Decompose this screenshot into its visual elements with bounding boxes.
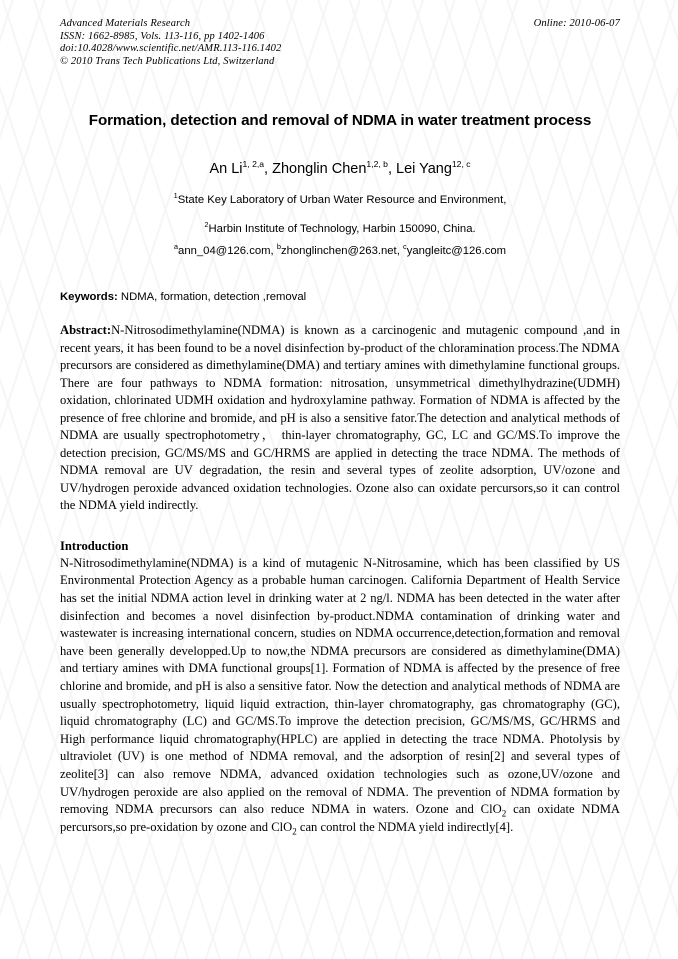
author-name-1: An Li — [209, 161, 243, 178]
email-marker-a: a — [173, 242, 179, 252]
author-affiliation-marker-3: 12, c — [451, 159, 471, 170]
author-separator-1: , — [264, 161, 273, 178]
abstract-paragraph — [60, 322, 620, 515]
clo2-subscript-2: 2 — [292, 826, 297, 837]
introduction-text-part-2: can oxidate NDMA percursors,so pre-oxidation by ozone and ClO — [60, 802, 620, 834]
affiliation-text-2: Harbin Institute of Technology, Harbin 150090, China. — [208, 223, 476, 236]
email-address-b[interactable]: zhonglinchen@263.net, — [280, 245, 400, 258]
affiliation-block — [60, 191, 620, 258]
author-list — [60, 161, 620, 177]
journal-issn: ISSN: 1662-8985, Vols. 113-116, pp 1402-1406 — [60, 30, 265, 42]
journal-name: Advanced Materials Research — [60, 18, 191, 29]
email-marker-c: c — [402, 242, 407, 252]
affiliation-marker-2: 2 — [204, 220, 209, 230]
keywords-value: NDMA, formation, detection ,removal — [117, 291, 307, 304]
affiliation-text-1: State Key Laboratory of Urban Water Resource and Environment, — [177, 194, 507, 207]
keywords-line — [60, 291, 620, 303]
author-emails — [60, 242, 620, 258]
section-heading-introduction: Introduction — [60, 538, 129, 553]
author-separator-2: , — [387, 161, 396, 178]
page-title: Formation, detection and removal of NDMA in water treatment process — [88, 112, 592, 130]
abstract-label: Abstract: — [60, 323, 112, 338]
email-marker-b: b — [276, 242, 281, 252]
author-affiliation-marker-1: 1, 2,a — [242, 159, 265, 170]
online-date: Online: 2010-06-07 — [533, 18, 620, 29]
journal-copyright: © 2010 Trans Tech Publications Ltd, Switzerland — [60, 55, 275, 67]
affiliation-1 — [60, 191, 620, 207]
keywords-label: Keywords: — [60, 291, 118, 304]
introduction-text-part-3: can control the NDMA yield indirectly[4]. — [296, 819, 514, 834]
email-address-c[interactable]: yangleitc@126.com — [406, 245, 507, 258]
introduction-paragraph — [60, 555, 620, 837]
abstract-text: N-Nitrosodimethylamine(NDMA) is known as a carcinogenic and mutagenic compound ,and in recent years, it has been found to be a novel disinfection by-product of the chloramination process.The NDMA precursors are considered as dimethylamine(DMA) and tertiary amines with dimethylamine functional groups. There are four pathways to NDMA formation: nitrosation, unsymmetrical dimethylhydrazine(UDMH) oxidation, chlorinated UDMH oxidation and hydroxylamine pathway. Formation of NDMA is affected by the presence of free chlorine and bromide, and pH is also a sensitive fator.The detection and analytical methods of NDMA are usually spectrophotometry， thin-layer chromatography, GC, LC and GC/MS.To improve the detection precision, GC/MS/MS and GC/HRMS are applied in detecting the trace NDMA. The methods of NDMA removal are UV degradation, the resin and several types of zeolite adsorption, UV/ozone and UV/hydrogen peroxide advanced oxidation technologies. Ozone also can oxidate percursors,so it can control the NDMA yield indirectly. — [60, 323, 620, 513]
affiliation-2 — [60, 220, 620, 236]
affiliation-marker-1: 1 — [173, 191, 178, 201]
email-address-a[interactable]: ann_04@126.com, — [178, 245, 274, 258]
clo2-subscript-1: 2 — [501, 808, 507, 819]
author-name-3: Lei Yang — [396, 161, 452, 178]
journal-doi: doi:10.4028/www.scientific.net/AMR.113-116.1402 — [60, 43, 282, 55]
author-affiliation-marker-2: 1,2, b — [366, 159, 388, 170]
author-name-2: Zhonglin Chen — [272, 161, 367, 178]
introduction-text-part-1: N-Nitrosodimethylamine(NDMA) is a kind of mutagenic N-Nitrosamine, which has been classified by US Environmental Protection Agency as a probable human carcinogen. California Department of Health Service has set the initial NDMA action level in drinking water at 2 ng/l. NDMA has been detected in the water after disinfection and becomes a novel disinfection by-product.NDMA contamination of drinking water and wastewater is increasing international concern, studies on NDMA occurrence,detection,formation and removal have been generally developped.Up to now,the NDMA precursors are considered as dimethylamine(DMA) and tertiary amines with DMA functional groups[1]. Formation of NDMA is affected by the presence of free chlorine and bromide, and pH is also a sensitive fator. Now the detection and analytical methods of NDMA are usually spectrophotometry, liquid liquid extraction, thin-layer chromatography, gas chromatography (GC), liquid chromatography (LC) and GC/MS.To improve the detection precision, GC/MS/MS, GC/HRMS and High performance liquid chromatography(HPLC) are applied in detecting the trace NDMA. Photolysis by ultraviolet (UV) is one method of NDMA removal, and the adsorption of resin[2] and several types of zeolite[3] can also remove NDMA, advanced oxidation technologies such as ozone,UV/ozone and UV/hydrogen peroxide are also applied on the removal of NDMA. The prevention of NDMA formation by removing NDMA precursors can also reduce NDMA in waters. Ozone and ClO — [60, 555, 620, 817]
journal-header — [60, 18, 620, 68]
